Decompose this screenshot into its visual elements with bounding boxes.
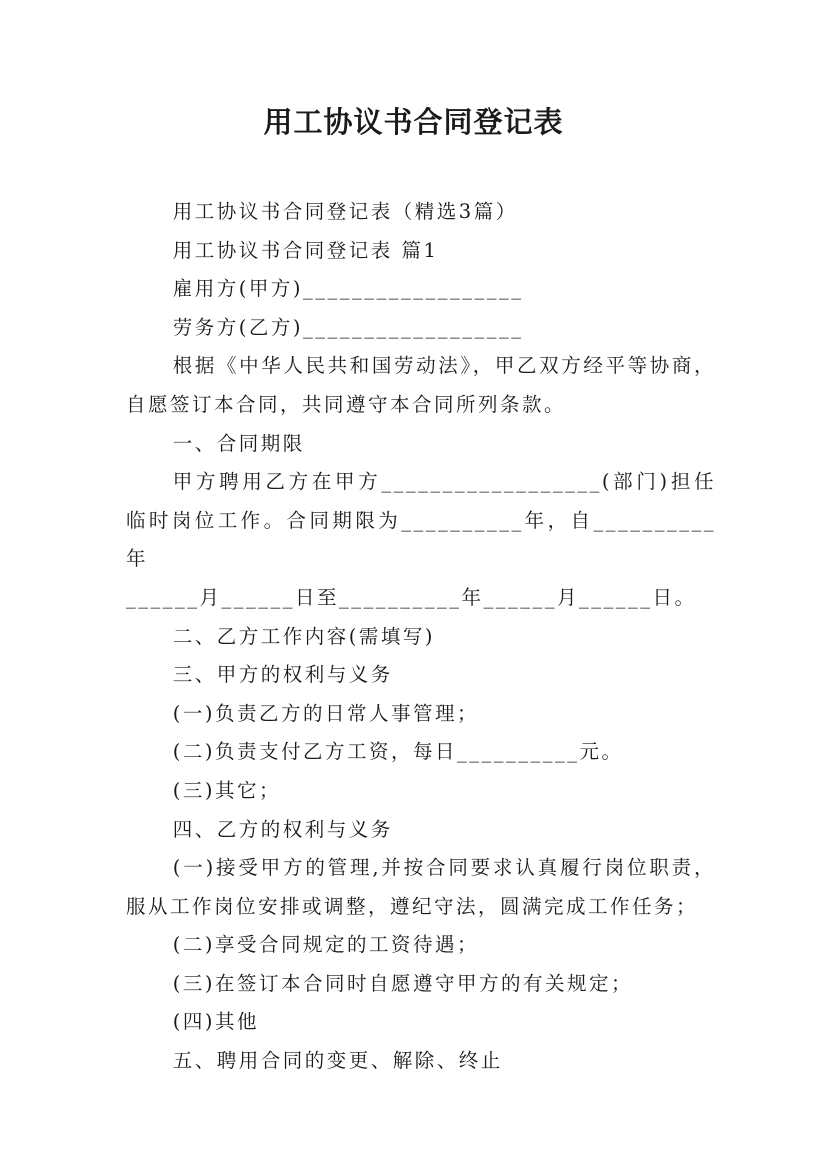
document-title: 用工协议书合同登记表 (263, 105, 564, 139)
paragraph-heading-change: 五、聘用合同的变更、解除、终止 (172, 1049, 503, 1073)
paragraph-party-b-item-1: (一)接受甲方的管理,并按合同要求认真履行岗位职责，服从工作岗位安排或调整，遵纪守法，圆满完成工作任务； (126, 856, 716, 918)
paragraph-party-b-item-4: (四)其他 (172, 1010, 260, 1034)
paragraph-employer-line: 雇用方(甲方)__________________ (172, 277, 524, 301)
paragraph-party-a-item-2: (二)负责支付乙方工资，每日__________元。 (172, 740, 624, 764)
paragraph-heading-party-b: 四、乙方的权利与义务 (172, 817, 393, 841)
paragraph-party-b-item-2: (二)享受合同规定的工资待遇； (172, 933, 480, 957)
paragraph-worker-line: 劳务方(乙方)__________________ (172, 315, 524, 339)
paragraph-preamble: 根据《中华人民共和国劳动法》，甲乙双方经平等协商，自愿签订本合同，共同遵守本合同所列条款。 (126, 354, 716, 416)
paragraph-heading-party-a: 三、甲方的权利与义务 (172, 663, 393, 687)
paragraph-heading-term: 一、合同期限 (172, 431, 305, 455)
paragraph-term-dates: ______月______日至__________年______月______日。 (126, 585, 697, 609)
paragraph-party-a-item-3: (三)其它； (172, 778, 282, 802)
paragraph-section-heading: 用工协议书合同登记表 篇1 (172, 238, 439, 262)
paragraph-term-body: 甲方聘用乙方在甲方__________________(部门)担任临时岗位工作。合同期限为__________年，自__________年 (126, 470, 716, 571)
paragraph-party-b-item-3: (三)在签订本合同时自愿遵守甲方的有关规定； (172, 971, 634, 995)
paragraph-party-a-item-1: (一)负责乙方的日常人事管理； (172, 701, 480, 725)
paragraph-subtitle: 用工协议书合同登记表（精选3篇） (172, 200, 518, 223)
paragraph-heading-work-content: 二、乙方工作内容(需填写) (172, 624, 436, 648)
document-body (126, 193, 716, 1081)
